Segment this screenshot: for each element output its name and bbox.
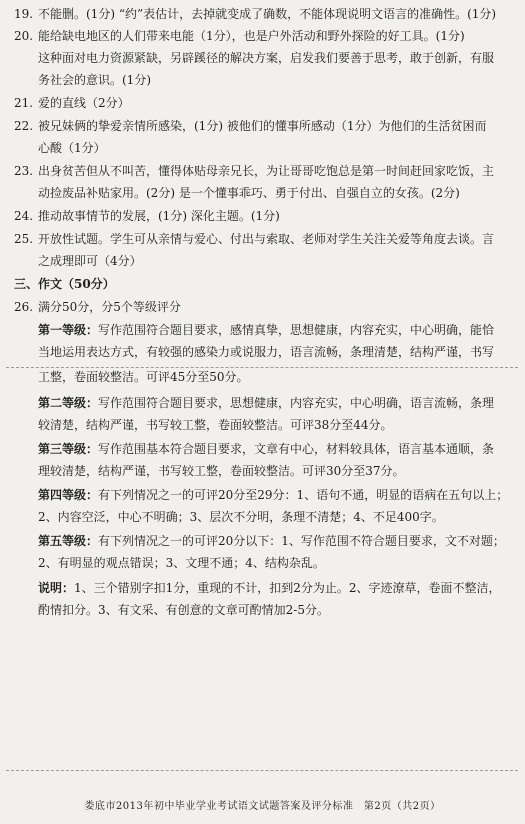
- answer-25: 25. 开放性试题。学生可从亲情与爱心、付出与索取、老师对学生关注关爱等角度去谈。言: [14, 232, 495, 246]
- answer-25-cont: 之成理即可（4分）: [38, 254, 142, 268]
- grade-5-cont: 2、有明显的观点错误；3、文理不通；4、结构杂乱。: [38, 556, 325, 570]
- answer-22-cont: 心酸（1分）: [38, 141, 106, 155]
- grade-1: 第一等级：写作范围符合题目要求，感情真挚，思想健康，内容充实，中心明确，能恰: [38, 323, 495, 337]
- grade-4: 第四等级：有下列情况之一的可评20分至29分：1、语句不通，明显的语病在五句以上；: [38, 488, 509, 502]
- answer-22: 22. 被兄妹俩的挚爱亲情所感染，(1分) 被他们的懂事所感动（1分）为他们的生活贫困而: [14, 119, 487, 133]
- grade-3: 第三等级：写作范围基本符合题目要求，文章有中心，材料较具体，语言基本通顺，条: [38, 442, 495, 456]
- grade-3-cont: 理较清楚，结构严谨，书写较工整，卷面较整洁。可评30分至37分。: [38, 464, 405, 478]
- answer-19: 19. 不能删。(1分) “约”表估计，去掉就变成了确数，不能体现说明文语言的准确性。(1分): [14, 7, 497, 21]
- grade-1-cont: 当地运用表达方式，有较强的感染力或说服力，语言流畅，条理清楚，结构严谨，书写: [38, 345, 495, 359]
- section-heading-composition: 三、作文（50分）: [14, 277, 115, 291]
- answer-23-cont: 动捡废品补贴家用。(2分) 是一个懂事乖巧、勇于付出、自强自立的女孩。(2分): [38, 186, 460, 200]
- answer-26: 26. 满分50分，分5个等级评分: [14, 300, 181, 314]
- grade-2: 第二等级：写作范围符合题目要求，思想健康，内容充实，中心明确，语言流畅，条理: [38, 396, 495, 410]
- page-footer: 娄底市2013年初中毕业学业考试语文试题答案及评分标准 第2页（共2页）: [84, 801, 441, 812]
- answer-20: 20. 能给缺电地区的人们带来电能（1分），也是户外活动和野外探险的好工具。(1分): [14, 29, 465, 43]
- dashed-divider: [6, 367, 518, 368]
- answer-24: 24. 推动故事情节的发展，(1分) 深化主题。(1分): [14, 209, 280, 223]
- grade-4-cont: 2、内容空泛，中心不明确；3、层次不分明，条理不清楚；4、不足400字。: [38, 510, 444, 524]
- answer-23: 23. 出身贫苦但从不叫苦，懂得体贴母亲兄长，为让哥哥吃饱总是第一时间赶回家吃饭，主: [14, 164, 495, 178]
- answer-20-cont: 这种面对电力资源紧缺，另辟蹊径的解决方案，启发我们要善于思考，敢于创新，有服: [38, 51, 495, 65]
- scoring-note-cont: 酌情扣分。3、有文采、有创意的文章可酌情加2-5分。: [38, 603, 329, 617]
- grade-5: 第五等级：有下列情况之一的可评20分以下：1、写作范围不符合题目要求，文不对题；: [38, 534, 505, 548]
- scoring-note: 说明：1、三个错别字扣1分，重现的不计，扣到2分为止。2、字迹潦草，卷面不整洁，: [38, 581, 501, 595]
- answer-21: 21. 爱的直线（2分）: [14, 96, 130, 110]
- grade-2-cont: 较清楚，结构严谨，书写较工整，卷面较整洁。可评38分至44分。: [38, 418, 393, 432]
- grade-1-cont: 工整，卷面较整洁。可评45分至50分。: [38, 370, 249, 384]
- answer-20-cont: 务社会的意识。(1分): [38, 73, 151, 87]
- footer-dashed-divider: [6, 770, 518, 771]
